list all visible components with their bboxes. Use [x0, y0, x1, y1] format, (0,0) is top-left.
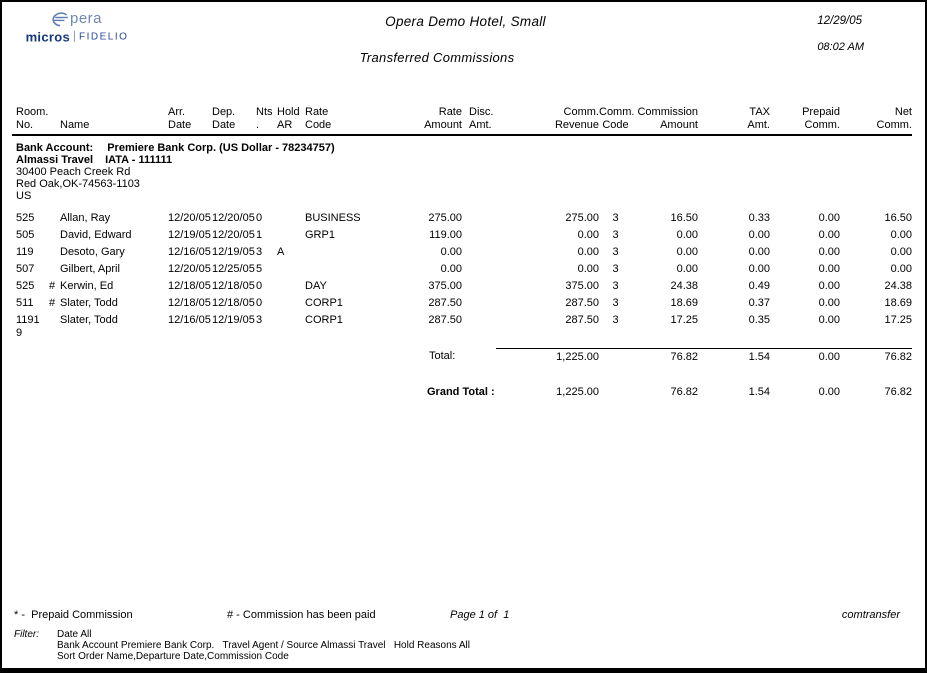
- table-rows: [12, 212, 912, 340]
- cell-rate-code: CORP1: [305, 314, 343, 326]
- travel-agent-name: Almassi Travel: [16, 154, 94, 166]
- cell-rate-amount: 287.50: [428, 314, 462, 326]
- legend-commission-paid: # - Commission has been paid: [227, 609, 376, 621]
- cell-comm-revenue: 0.00: [577, 229, 599, 241]
- cell-arr-date: 12/16/05: [168, 246, 211, 258]
- cell-commission-amount: 0.00: [676, 263, 698, 275]
- cell-comm-revenue: 287.50: [565, 314, 599, 326]
- cell-comm-code: 3: [612, 280, 619, 292]
- cell-room-no: [12, 229, 60, 246]
- cell-tax-amt: 0.35: [748, 314, 770, 326]
- cell-dep-date: 12/19/05: [212, 314, 255, 326]
- col-header-tax-amt: TAX Amt.: [698, 106, 770, 135]
- cell-dep-date: 12/20/05: [212, 229, 255, 241]
- cell-comm-code: 3: [612, 297, 619, 309]
- cell-nts: 0: [256, 212, 263, 224]
- cell-net-comm: 24.38: [884, 280, 912, 292]
- cell-commission-amount: 17.25: [670, 314, 698, 326]
- table-row: [12, 263, 912, 280]
- cell-arr-date: 12/16/05: [168, 314, 211, 326]
- table-row: [12, 297, 912, 314]
- col-header-commission-amount: Commission Amount: [632, 106, 698, 135]
- grand-total-commission-amount: 76.82: [670, 386, 698, 398]
- cell-rate-code: DAY: [305, 280, 327, 292]
- cell-tax-amt: 0.00: [748, 263, 770, 275]
- cell-arr-date: 12/18/05: [168, 280, 211, 292]
- room-number: 507: [16, 263, 35, 275]
- grand-total-comm-revenue: 1,225.00: [556, 386, 599, 398]
- cell-dep-date: 12/18/05: [212, 280, 255, 292]
- run-date: 12/29/05: [817, 15, 862, 27]
- cell-rate-code: [305, 246, 397, 263]
- cell-nts: 5: [256, 263, 263, 275]
- col-header-arr-date: Arr. Date: [168, 106, 212, 135]
- cell-prepaid-comm: 0.00: [818, 246, 840, 258]
- col-header-comm-revenue: Comm. Revenue: [496, 106, 599, 135]
- room-number: 511: [16, 297, 34, 309]
- cell-name: Desoto, Gary: [60, 246, 125, 258]
- logo-divider: [74, 31, 75, 42]
- run-time: 08:02 AM: [817, 41, 864, 53]
- commission-paid-marker: #: [49, 280, 56, 292]
- report-body: [12, 106, 912, 400]
- filter-line-criteria: Bank Account Premiere Bank Corp. Travel Agent / Source Almassi Travel Hold Reasons All: [57, 640, 470, 651]
- table-totals: [12, 340, 912, 400]
- cell-net-comm: 18.69: [884, 297, 912, 309]
- cell-commission-amount: 18.69: [670, 297, 698, 309]
- cell-rate-amount: 0.00: [440, 263, 462, 275]
- cell-room-no: [12, 212, 60, 229]
- cell-comm-revenue: 0.00: [577, 263, 599, 275]
- cell-hold-ar: [277, 263, 305, 280]
- cell-dep-date: 12/19/05: [212, 246, 255, 258]
- cell-comm-revenue: 0.00: [577, 246, 599, 258]
- cell-prepaid-comm: 0.00: [818, 314, 840, 326]
- cell-room-no: [12, 280, 60, 297]
- cell-disc-amt: [462, 263, 496, 280]
- cell-disc-amt: [462, 314, 496, 340]
- col-header-net-comm: Net Comm.: [840, 106, 912, 135]
- cell-arr-date: 12/19/05: [168, 229, 211, 241]
- col-header-room-no: Room. No.: [12, 106, 60, 135]
- table-row: [12, 229, 912, 246]
- cell-net-comm: 17.25: [884, 314, 912, 326]
- bank-account-value: Premiere Bank Corp. (US Dollar - 78234757): [107, 142, 335, 154]
- bank-account-label: Bank Account:: [16, 142, 94, 154]
- cell-commission-amount: 0.00: [676, 246, 698, 258]
- cell-rate-code: CORP1: [305, 297, 343, 309]
- cell-comm-code: 3: [612, 246, 619, 258]
- room-number: 525: [16, 212, 35, 224]
- grand-total-prepaid-comm: 0.00: [818, 386, 840, 398]
- cell-nts: 3: [256, 246, 263, 258]
- cell-prepaid-comm: 0.00: [818, 280, 840, 292]
- cell-name: Kerwin, Ed: [60, 280, 114, 292]
- cell-comm-code: 3: [612, 314, 619, 326]
- cell-name: Slater, Todd: [60, 297, 118, 309]
- table-header: [12, 106, 912, 135]
- cell-net-comm: 0.00: [890, 229, 912, 241]
- total-tax-amt: 1.54: [698, 348, 770, 364]
- total-row: [12, 348, 912, 364]
- bank-account-block: [12, 135, 912, 202]
- cell-nts: 0: [256, 297, 263, 309]
- cell-dep-date: 12/25/05: [212, 263, 255, 275]
- cell-disc-amt: [462, 297, 496, 314]
- cell-tax-amt: 0.00: [748, 229, 770, 241]
- cell-net-comm: 16.50: [884, 212, 912, 224]
- travel-agent-iata: IATA - 111111: [105, 154, 173, 166]
- logo-fidelio-text: FIDELIO: [79, 31, 129, 43]
- filter-details: [57, 629, 470, 662]
- bank-account-section: [12, 135, 912, 212]
- cell-prepaid-comm: 0.00: [818, 229, 840, 241]
- cell-name: Slater, Todd: [60, 314, 118, 326]
- table-row: [12, 212, 912, 229]
- cell-name: Gilbert, April: [60, 263, 120, 275]
- table-row: [12, 246, 912, 263]
- total-comm-revenue: 1,225.00: [496, 348, 599, 364]
- cell-name: Allan, Ray: [60, 212, 111, 224]
- cell-tax-amt: 0.00: [748, 246, 770, 258]
- cell-dep-date: 12/18/05: [212, 297, 255, 309]
- grand-total-row: [12, 384, 912, 400]
- cell-hold-ar: [277, 229, 305, 246]
- cell-name: David, Edward: [60, 229, 132, 241]
- cell-comm-revenue: 275.00: [565, 212, 599, 224]
- cell-disc-amt: [462, 212, 496, 229]
- filter-label: Filter:: [14, 629, 39, 640]
- cell-commission-amount: 24.38: [670, 280, 698, 292]
- cell-hold-ar: A: [277, 246, 285, 258]
- cell-tax-amt: 0.37: [748, 297, 770, 309]
- cell-room-no: [12, 246, 60, 263]
- grand-total-net-comm: 76.82: [884, 386, 912, 398]
- report-title: Transferred Commissions: [359, 50, 515, 65]
- cell-rate-amount: 119.00: [429, 229, 462, 241]
- total-net-comm: 76.82: [840, 348, 912, 364]
- cell-rate-amount: 375.00: [428, 280, 462, 292]
- cell-hold-ar: [277, 314, 305, 340]
- room-number: 505: [16, 229, 35, 241]
- cell-comm-revenue: 375.00: [565, 280, 599, 292]
- col-header-name: Name: [60, 106, 168, 135]
- cell-nts: 3: [256, 314, 263, 326]
- cell-rate-amount: 287.50: [428, 297, 462, 309]
- filter-line-date: Date All: [57, 629, 92, 640]
- cell-rate-amount: 0.00: [440, 246, 462, 258]
- total-commission-amount: 76.82: [632, 348, 698, 364]
- cell-comm-revenue: 287.50: [565, 297, 599, 309]
- cell-room-no: [12, 314, 60, 340]
- commission-paid-marker: #: [49, 297, 56, 309]
- col-header-rate-amount: Rate Amount: [397, 106, 462, 135]
- cell-rate-code: [305, 263, 397, 280]
- col-header-dep-date: Dep. Date: [212, 106, 256, 135]
- cell-tax-amt: 0.49: [748, 280, 770, 292]
- logo-micros-text: micros: [25, 29, 71, 45]
- commissions-table: [12, 106, 912, 400]
- cell-room-no: [12, 263, 60, 280]
- col-header-rate-code: Rate Code: [305, 106, 397, 135]
- cell-net-comm: 0.00: [890, 246, 912, 258]
- col-header-hold-ar: Hold AR: [277, 106, 305, 135]
- cell-disc-amt: [462, 246, 496, 263]
- logo-opera-text: pera: [69, 10, 103, 27]
- cell-arr-date: 12/20/05: [168, 263, 211, 275]
- cell-prepaid-comm: 0.00: [818, 263, 840, 275]
- cell-rate-code: BUSINESS: [305, 212, 361, 224]
- legend-prepaid-commission: * - Prepaid Commission: [14, 609, 133, 621]
- cell-net-comm: 0.00: [890, 263, 912, 275]
- hotel-name: Opera Demo Hotel, Small: [385, 14, 546, 29]
- cell-commission-amount: 0.00: [676, 229, 698, 241]
- cell-rate-code: GRP1: [305, 229, 335, 241]
- cell-hold-ar: [277, 280, 305, 297]
- table-row: [12, 314, 912, 340]
- col-header-nts: Nts .: [256, 106, 277, 135]
- cell-room-no: [12, 297, 60, 314]
- total-prepaid-comm: 0.00: [770, 348, 840, 364]
- total-label: Total:: [429, 350, 456, 362]
- cell-arr-date: 12/20/05: [168, 212, 211, 224]
- cell-disc-amt: [462, 229, 496, 246]
- col-header-disc-amt: Disc. Amt.: [462, 106, 496, 135]
- cell-comm-code: 3: [612, 263, 619, 275]
- cell-prepaid-comm: 0.00: [818, 212, 840, 224]
- room-number: 11919: [16, 314, 40, 339]
- cell-prepaid-comm: 0.00: [818, 297, 840, 309]
- agent-address-street: 30400 Peach Creek Rd: [16, 166, 131, 178]
- cell-nts: 0: [256, 280, 263, 292]
- room-number: 119: [16, 246, 34, 258]
- col-header-prepaid-comm: Prepaid Comm.: [770, 106, 840, 135]
- cell-rate-amount: 275.00: [428, 212, 462, 224]
- report-code: comtransfer: [841, 609, 900, 621]
- cell-comm-code: 3: [612, 229, 619, 241]
- cell-hold-ar: [277, 297, 305, 314]
- table-row: [12, 280, 912, 297]
- cell-disc-amt: [462, 280, 496, 297]
- cell-dep-date: 12/20/05: [212, 212, 255, 224]
- agent-address-country: US: [16, 190, 32, 202]
- cell-commission-amount: 16.50: [670, 212, 698, 224]
- cell-tax-amt: 0.33: [748, 212, 770, 224]
- grand-total-label: Grand Total :: [427, 386, 495, 398]
- page-number: Page 1 of 1: [450, 609, 510, 621]
- cell-nts: 1: [256, 229, 263, 241]
- cell-hold-ar: [277, 212, 305, 229]
- agent-address-city: Red Oak,OK-74563-1103: [16, 178, 140, 190]
- grand-total-tax-amt: 1.54: [748, 386, 770, 398]
- cell-arr-date: 12/18/05: [168, 297, 211, 309]
- cell-comm-code: 3: [612, 212, 619, 224]
- filter-line-sort-order: Sort Order Name,Departure Date,Commission Code: [57, 651, 289, 662]
- col-header-comm-code: Comm. Code: [599, 106, 632, 135]
- room-number: 525: [16, 280, 35, 292]
